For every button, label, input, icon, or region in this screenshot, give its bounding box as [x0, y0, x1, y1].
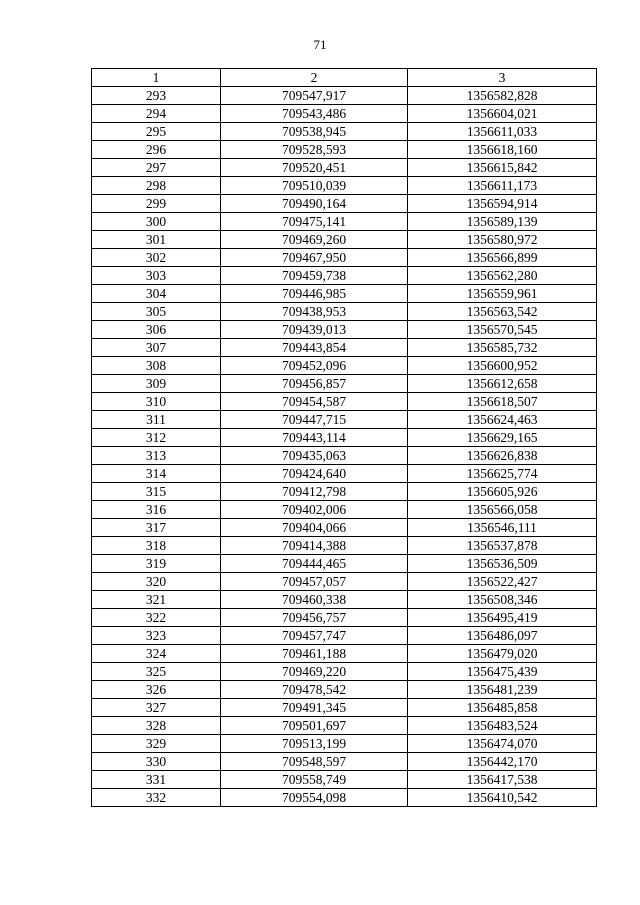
- y-coordinate-cell: 1356612,658: [408, 375, 597, 393]
- table-header-row: [92, 69, 597, 87]
- y-coordinate-cell: 1356559,961: [408, 285, 597, 303]
- point-number-cell: 293: [92, 87, 221, 105]
- x-coordinate-cell: 709443,854: [221, 339, 408, 357]
- table-row: [92, 663, 597, 681]
- point-number-cell: 310: [92, 393, 221, 411]
- point-number-cell: 299: [92, 195, 221, 213]
- y-coordinate-cell: 1356582,828: [408, 87, 597, 105]
- y-coordinate-cell: 1356566,899: [408, 249, 597, 267]
- table-row: [92, 519, 597, 537]
- table-row: [92, 735, 597, 753]
- y-coordinate-cell: 1356536,509: [408, 555, 597, 573]
- y-coordinate-cell: 1356495,419: [408, 609, 597, 627]
- table-row: [92, 483, 597, 501]
- point-number-cell: 330: [92, 753, 221, 771]
- x-coordinate-cell: 709554,098: [221, 789, 408, 807]
- x-coordinate-cell: 709490,164: [221, 195, 408, 213]
- point-number-cell: 311: [92, 411, 221, 429]
- x-coordinate-cell: 709510,039: [221, 177, 408, 195]
- point-number-cell: 320: [92, 573, 221, 591]
- y-coordinate-cell: 1356594,914: [408, 195, 597, 213]
- x-coordinate-cell: 709446,985: [221, 285, 408, 303]
- table-row: [92, 213, 597, 231]
- table-row: [92, 249, 597, 267]
- x-coordinate-cell: 709402,006: [221, 501, 408, 519]
- x-coordinate-cell: 709558,749: [221, 771, 408, 789]
- x-coordinate-cell: 709467,950: [221, 249, 408, 267]
- table-row: [92, 717, 597, 735]
- y-coordinate-cell: 1356570,545: [408, 321, 597, 339]
- x-coordinate-cell: 709435,063: [221, 447, 408, 465]
- table-row: [92, 465, 597, 483]
- y-coordinate-cell: 1356537,878: [408, 537, 597, 555]
- y-coordinate-cell: 1356589,139: [408, 213, 597, 231]
- point-number-cell: 296: [92, 141, 221, 159]
- x-coordinate-cell: 709443,114: [221, 429, 408, 447]
- point-number-cell: 301: [92, 231, 221, 249]
- point-number-cell: 318: [92, 537, 221, 555]
- y-coordinate-cell: 1356566,058: [408, 501, 597, 519]
- y-coordinate-cell: 1356626,838: [408, 447, 597, 465]
- point-number-cell: 319: [92, 555, 221, 573]
- table-row: [92, 87, 597, 105]
- x-coordinate-cell: 709528,593: [221, 141, 408, 159]
- coordinates-table: [91, 68, 597, 807]
- x-coordinate-cell: 709538,945: [221, 123, 408, 141]
- y-coordinate-cell: 1356481,239: [408, 681, 597, 699]
- x-coordinate-cell: 709424,640: [221, 465, 408, 483]
- table-body: [92, 87, 597, 807]
- point-number-cell: 328: [92, 717, 221, 735]
- point-number-cell: 317: [92, 519, 221, 537]
- x-coordinate-cell: 709438,953: [221, 303, 408, 321]
- x-coordinate-cell: 709454,587: [221, 393, 408, 411]
- point-number-cell: 302: [92, 249, 221, 267]
- x-coordinate-cell: 709412,798: [221, 483, 408, 501]
- table-row: [92, 699, 597, 717]
- point-number-cell: 326: [92, 681, 221, 699]
- y-coordinate-cell: 1356417,538: [408, 771, 597, 789]
- point-number-cell: 332: [92, 789, 221, 807]
- y-coordinate-cell: 1356483,524: [408, 717, 597, 735]
- point-number-cell: 294: [92, 105, 221, 123]
- table-row: [92, 609, 597, 627]
- x-coordinate-cell: 709478,542: [221, 681, 408, 699]
- column-header-3: 3: [408, 69, 597, 87]
- y-coordinate-cell: 1356508,346: [408, 591, 597, 609]
- x-coordinate-cell: 709547,917: [221, 87, 408, 105]
- y-coordinate-cell: 1356611,033: [408, 123, 597, 141]
- y-coordinate-cell: 1356629,165: [408, 429, 597, 447]
- point-number-cell: 307: [92, 339, 221, 357]
- y-coordinate-cell: 1356615,842: [408, 159, 597, 177]
- y-coordinate-cell: 1356618,507: [408, 393, 597, 411]
- point-number-cell: 316: [92, 501, 221, 519]
- table-row: [92, 375, 597, 393]
- point-number-cell: 327: [92, 699, 221, 717]
- table-row: [92, 285, 597, 303]
- y-coordinate-cell: 1356600,952: [408, 357, 597, 375]
- table-row: [92, 501, 597, 519]
- x-coordinate-cell: 709491,345: [221, 699, 408, 717]
- point-number-cell: 314: [92, 465, 221, 483]
- y-coordinate-cell: 1356585,732: [408, 339, 597, 357]
- table-row: [92, 411, 597, 429]
- point-number-cell: 312: [92, 429, 221, 447]
- point-number-cell: 329: [92, 735, 221, 753]
- x-coordinate-cell: 709469,260: [221, 231, 408, 249]
- y-coordinate-cell: 1356611,173: [408, 177, 597, 195]
- table-row: [92, 123, 597, 141]
- table-row: [92, 537, 597, 555]
- table-row: [92, 105, 597, 123]
- point-number-cell: 300: [92, 213, 221, 231]
- point-number-cell: 308: [92, 357, 221, 375]
- table-row: [92, 159, 597, 177]
- table-row: [92, 771, 597, 789]
- point-number-cell: 324: [92, 645, 221, 663]
- column-header-2: 2: [221, 69, 408, 87]
- point-number-cell: 331: [92, 771, 221, 789]
- table-row: [92, 303, 597, 321]
- y-coordinate-cell: 1356486,097: [408, 627, 597, 645]
- y-coordinate-cell: 1356605,926: [408, 483, 597, 501]
- x-coordinate-cell: 709456,857: [221, 375, 408, 393]
- y-coordinate-cell: 1356485,858: [408, 699, 597, 717]
- point-number-cell: 321: [92, 591, 221, 609]
- x-coordinate-cell: 709452,096: [221, 357, 408, 375]
- table-row: [92, 339, 597, 357]
- table-row: [92, 141, 597, 159]
- point-number-cell: 315: [92, 483, 221, 501]
- x-coordinate-cell: 709469,220: [221, 663, 408, 681]
- point-number-cell: 298: [92, 177, 221, 195]
- table-row: [92, 321, 597, 339]
- x-coordinate-cell: 709543,486: [221, 105, 408, 123]
- point-number-cell: 306: [92, 321, 221, 339]
- column-header-1: 1: [92, 69, 221, 87]
- point-number-cell: 297: [92, 159, 221, 177]
- table-row: [92, 267, 597, 285]
- point-number-cell: 325: [92, 663, 221, 681]
- y-coordinate-cell: 1356625,774: [408, 465, 597, 483]
- point-number-cell: 313: [92, 447, 221, 465]
- x-coordinate-cell: 709414,388: [221, 537, 408, 555]
- table-row: [92, 573, 597, 591]
- table-row: [92, 447, 597, 465]
- table-row: [92, 429, 597, 447]
- y-coordinate-cell: 1356522,427: [408, 573, 597, 591]
- point-number-cell: 322: [92, 609, 221, 627]
- x-coordinate-cell: 709501,697: [221, 717, 408, 735]
- y-coordinate-cell: 1356563,542: [408, 303, 597, 321]
- x-coordinate-cell: 709457,747: [221, 627, 408, 645]
- point-number-cell: 295: [92, 123, 221, 141]
- x-coordinate-cell: 709444,465: [221, 555, 408, 573]
- table-row: [92, 753, 597, 771]
- y-coordinate-cell: 1356618,160: [408, 141, 597, 159]
- x-coordinate-cell: 709459,738: [221, 267, 408, 285]
- y-coordinate-cell: 1356624,463: [408, 411, 597, 429]
- x-coordinate-cell: 709460,338: [221, 591, 408, 609]
- table-row: [92, 681, 597, 699]
- table-row: [92, 177, 597, 195]
- x-coordinate-cell: 709447,715: [221, 411, 408, 429]
- table-row: [92, 627, 597, 645]
- x-coordinate-cell: 709456,757: [221, 609, 408, 627]
- y-coordinate-cell: 1356604,021: [408, 105, 597, 123]
- y-coordinate-cell: 1356474,070: [408, 735, 597, 753]
- y-coordinate-cell: 1356546,111: [408, 519, 597, 537]
- table-row: [92, 195, 597, 213]
- y-coordinate-cell: 1356442,170: [408, 753, 597, 771]
- table-row: [92, 645, 597, 663]
- table-row: [92, 357, 597, 375]
- table-row: [92, 591, 597, 609]
- table-row: [92, 789, 597, 807]
- y-coordinate-cell: 1356562,280: [408, 267, 597, 285]
- x-coordinate-cell: 709513,199: [221, 735, 408, 753]
- table-row: [92, 393, 597, 411]
- y-coordinate-cell: 1356475,439: [408, 663, 597, 681]
- point-number-cell: 323: [92, 627, 221, 645]
- point-number-cell: 309: [92, 375, 221, 393]
- point-number-cell: 305: [92, 303, 221, 321]
- point-number-cell: 304: [92, 285, 221, 303]
- y-coordinate-cell: 1356479,020: [408, 645, 597, 663]
- x-coordinate-cell: 709404,066: [221, 519, 408, 537]
- x-coordinate-cell: 709475,141: [221, 213, 408, 231]
- table-row: [92, 555, 597, 573]
- table-row: [92, 231, 597, 249]
- point-number-cell: 303: [92, 267, 221, 285]
- x-coordinate-cell: 709461,188: [221, 645, 408, 663]
- x-coordinate-cell: 709457,057: [221, 573, 408, 591]
- page-number: 71: [313, 37, 327, 52]
- x-coordinate-cell: 709548,597: [221, 753, 408, 771]
- y-coordinate-cell: 1356410,542: [408, 789, 597, 807]
- y-coordinate-cell: 1356580,972: [408, 231, 597, 249]
- x-coordinate-cell: 709520,451: [221, 159, 408, 177]
- x-coordinate-cell: 709439,013: [221, 321, 408, 339]
